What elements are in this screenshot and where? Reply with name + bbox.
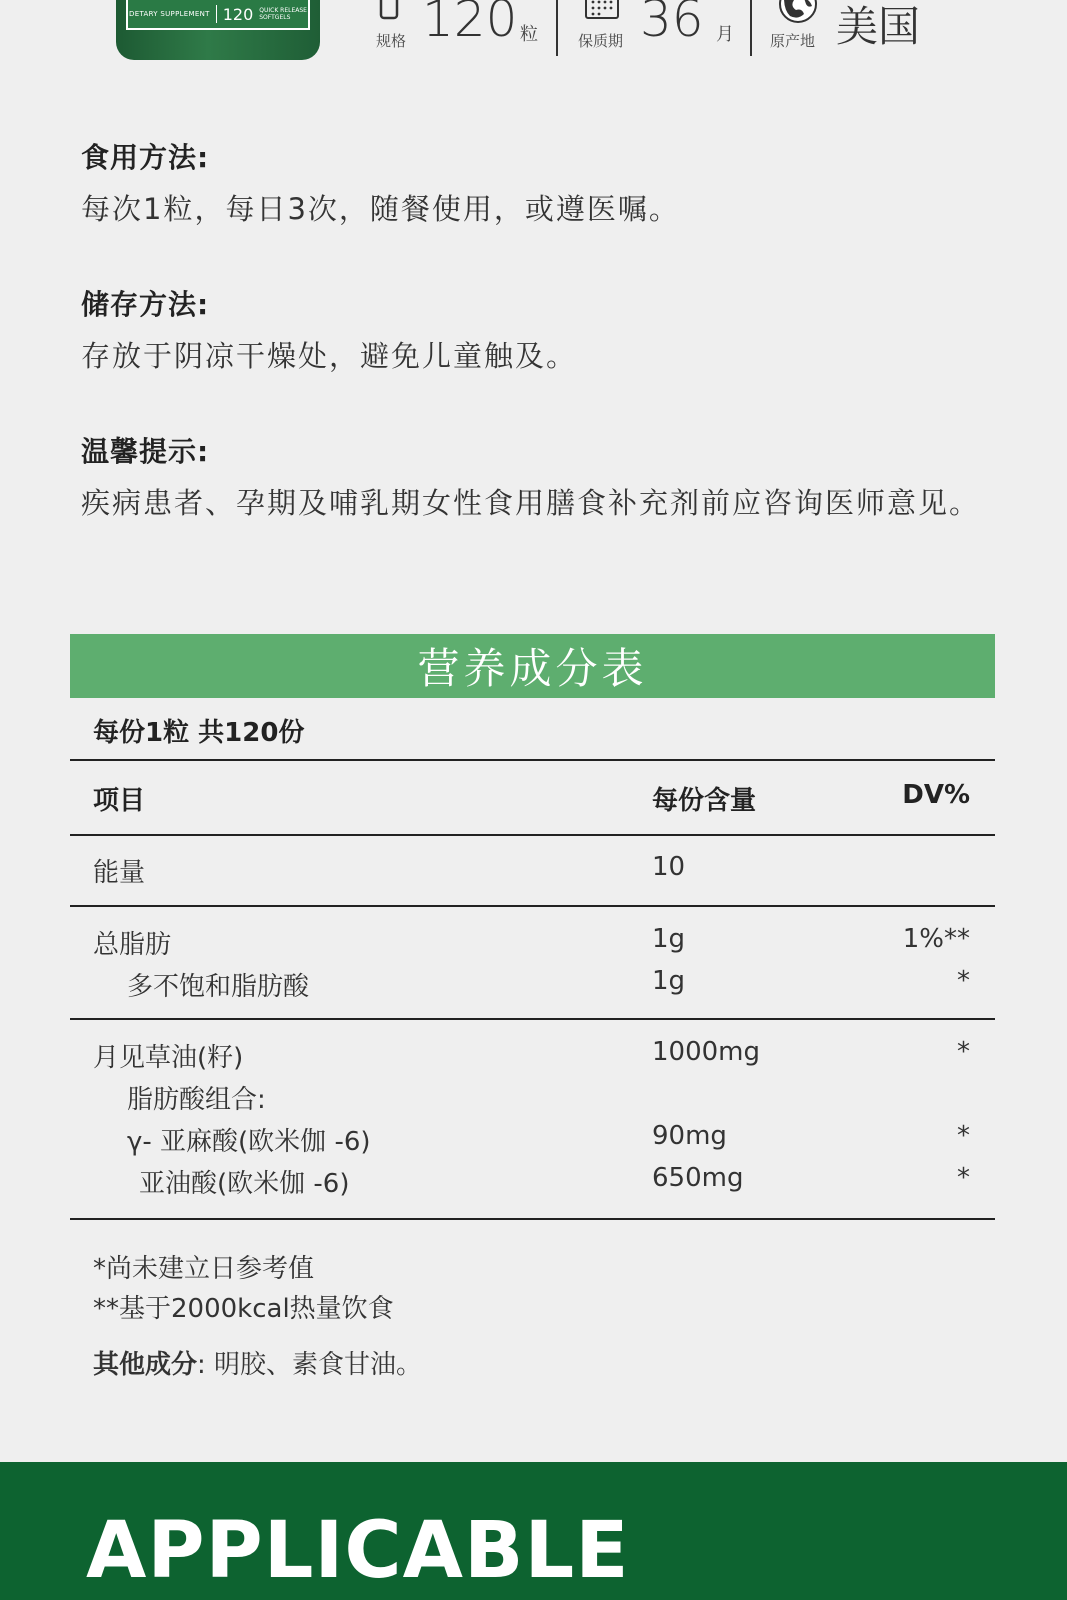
footnote-1: *尚未建立日参考值 — [93, 1254, 315, 1284]
table-rule — [70, 834, 995, 836]
spec-shelf-unit: 月 — [716, 24, 734, 45]
row-amount: 1g — [652, 966, 686, 996]
spec-size-label: 规格 — [376, 32, 407, 50]
bottle-label — [126, 0, 310, 30]
col-header-dv: DV% — [902, 780, 970, 810]
serving-info: 每份1粒 共120份 — [93, 718, 305, 748]
row-amount: 10 — [652, 852, 686, 882]
row-item: 亚油酸(欧米伽 -6) — [139, 1169, 350, 1199]
row-amount: 90mg — [652, 1121, 727, 1151]
product-bottle-image — [116, 0, 320, 60]
row-item: 总脂肪 — [93, 930, 172, 960]
spec-divider — [750, 0, 752, 56]
row-amount: 1g — [652, 924, 686, 954]
tips-body: 疾病患者、孕期及哺乳期女性食用膳食补充剂前应咨询医师意见。 — [81, 486, 981, 520]
bottle-label-text: DETARY SUPPLEMENT — [129, 10, 210, 18]
row-item: 脂肪酸组合: — [127, 1085, 266, 1115]
col-header-item: 项目 — [93, 786, 146, 816]
other-ingredients — [93, 1344, 422, 1381]
usage-title: 食用方法: — [81, 141, 210, 174]
row-dv: 1%** — [902, 924, 970, 954]
nutrition-header-title: 营养成分表 — [417, 644, 648, 693]
row-dv: * — [957, 1037, 970, 1067]
table-rule — [70, 1018, 995, 1020]
row-dv: * — [957, 1163, 970, 1193]
tips-title: 温馨提示: — [81, 435, 210, 468]
calendar-icon — [584, 0, 624, 26]
bottle-label-divider — [216, 5, 217, 23]
table-rule — [70, 1218, 995, 1220]
bottle-icon — [378, 0, 418, 26]
applicable-banner — [0, 1462, 1067, 1600]
spec-shelf-life — [580, 0, 740, 56]
applicable-title: APPLICABLE — [86, 1506, 630, 1596]
spec-origin-label: 原产地 — [770, 32, 816, 50]
footnote-2: **基于2000kcal热量饮食 — [93, 1294, 394, 1324]
table-rule — [70, 759, 995, 761]
row-item: 能量 — [93, 858, 146, 888]
storage-title: 储存方法: — [81, 288, 210, 321]
spec-divider — [556, 0, 558, 56]
spec-size-unit: 粒 — [520, 24, 538, 45]
spec-size — [378, 0, 548, 56]
spec-shelf-value: 36 — [640, 0, 704, 48]
row-dv: * — [957, 966, 970, 996]
bottle-caption-line1: QUICK RELEASE — [259, 7, 307, 14]
col-header-amount: 每份含量 — [652, 786, 757, 816]
other-ingredients-label: 其他成分 — [93, 1350, 198, 1380]
spec-origin — [770, 0, 954, 56]
storage-body: 存放于阴凉干燥处，避免儿童触及。 — [81, 339, 578, 373]
spec-size-value: 120 — [422, 0, 518, 48]
spec-shelf-label: 保质期 — [578, 32, 624, 50]
nutrition-header — [70, 634, 995, 698]
row-amount: 1000mg — [652, 1037, 760, 1067]
spec-origin-value: 美国 — [836, 2, 921, 51]
row-amount: 650mg — [652, 1163, 744, 1193]
bottle-caption-line2: SOFTGELS — [259, 14, 291, 21]
table-rule — [70, 905, 995, 907]
bottle-count: 120 — [222, 4, 254, 24]
row-item: 多不饱和脂肪酸 — [127, 972, 310, 1002]
row-dv: * — [957, 1121, 970, 1151]
other-ingredients-value: : 明胶、素食甘油。 — [197, 1350, 423, 1380]
row-item: γ- 亚麻酸(欧米伽 -6) — [127, 1127, 371, 1157]
globe-icon — [776, 0, 816, 24]
bottle-caption — [259, 7, 307, 21]
row-item: 月见草油(籽) — [93, 1043, 244, 1073]
usage-body: 每次1粒，每日3次，随餐使用，或遵医嘱。 — [81, 192, 680, 226]
